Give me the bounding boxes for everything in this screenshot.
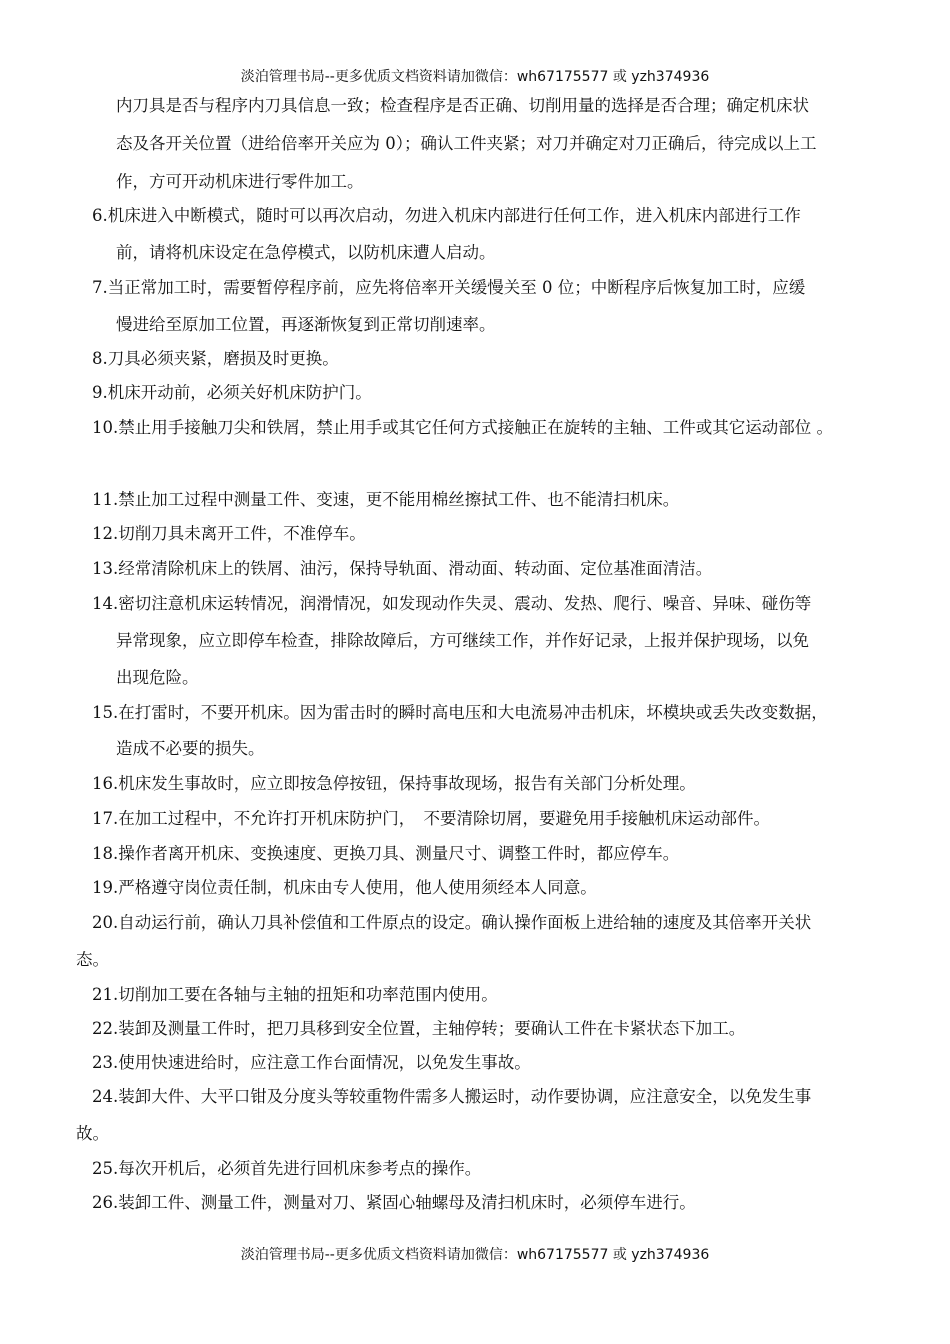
- text-line: 慢进给至原加工位置，再逐渐恢复到正常切削速率。: [116, 315, 496, 334]
- list-item: 15.在打雷时，不要开机床。因为雷击时的瞬时高电压和大电流易冲击机床，坏模块或丢失改变数据，: [92, 703, 828, 722]
- item-number: 22.: [92, 1019, 119, 1038]
- text-line: 作，方可开动机床进行零件加工。: [116, 172, 364, 191]
- list-item: 18.操作者离开机床、变换速度、更换刀具、测量尺寸、调整工件时，都应停车。: [92, 844, 680, 863]
- item-number: 10.: [92, 418, 119, 437]
- item-number: 26.: [92, 1193, 119, 1212]
- list-item: 10.禁止用手接触刀尖和铁屑，禁止用手或其它任何方式接触正在旋转的主轴、工件或其它运动部位 。: [92, 418, 833, 437]
- list-item: 20.自动运行前，确认刀具补偿值和工件原点的设定。确认操作面板上进给轴的速度及其倍率开关状: [92, 913, 812, 932]
- item-number: 8.: [92, 349, 108, 368]
- item-number: 18.: [92, 844, 119, 863]
- page-header: 淡泊管理书局--更多优质文档资料请加微信：wh67175577 或 yzh374936: [240, 69, 710, 85]
- item-number: 13.: [92, 559, 119, 578]
- item-number: 25.: [92, 1159, 119, 1178]
- item-number: 6.: [92, 206, 108, 225]
- list-item: 24.装卸大件、大平口钳及分度头等较重物件需多人搬运时，动作要协调，应注意安全，以免发生事: [92, 1087, 812, 1106]
- item-number: 9.: [92, 383, 108, 402]
- item-number: 7.: [92, 278, 108, 297]
- list-item: 14.密切注意机床运转情况，润滑情况，如发现动作失灵、震动、发热、爬行、噪音、异味、碰伤等: [92, 594, 812, 613]
- item-number: 20.: [92, 913, 119, 932]
- list-item: 11.禁止加工过程中测量工件、变速，更不能用棉丝擦拭工件、也不能清扫机床。: [92, 490, 680, 509]
- text-line: 出现危险。: [116, 668, 199, 687]
- item-number: 11.: [92, 490, 119, 509]
- list-item: 17.在加工过程中，不允许打开机床防护门， 不要清除切屑，要避免用手接触机床运动部件。: [92, 809, 770, 828]
- text-line: 造成不必要的损失。: [116, 739, 265, 758]
- list-item: 26.装卸工件、测量工件，测量对刀、紧固心轴螺母及清扫机床时，必须停车进行。: [92, 1193, 696, 1212]
- list-item: 12.切削刀具未离开工件，不准停车。: [92, 524, 366, 543]
- text-line: 内刀具是否与程序内刀具信息一致；检查程序是否正确、切削用量的选择是否合理；确定机床状: [116, 96, 809, 115]
- text-line: 态及各开关位置（进给倍率开关应为 0）；确认工件夹紧；对刀并确定对刀正确后，待完成以上工: [116, 134, 817, 153]
- text-line: 前，请将机床设定在急停模式，以防机床遭人启动。: [116, 243, 496, 262]
- item-number: 21.: [92, 985, 119, 1004]
- list-item: 7.当正常加工时，需要暂停程序前，应先将倍率开关缓慢关至 0 位；中断程序后恢复加工时，应缓: [92, 278, 806, 297]
- list-item: 22.装卸及测量工件时，把刀具移到安全位置，主轴停转；要确认工件在卡紧状态下加工。: [92, 1019, 746, 1038]
- list-item: 6.机床进入中断模式，随时可以再次启动，勿进入机床内部进行任何工作，进入机床内部进行工作: [92, 206, 801, 225]
- page-footer: 淡泊管理书局--更多优质文档资料请加微信：wh67175577 或 yzh374936: [240, 1247, 710, 1263]
- item-number: 23.: [92, 1053, 119, 1072]
- item-number: 14.: [92, 594, 119, 613]
- list-item: 19.严格遵守岗位责任制，机床由专人使用，他人使用须经本人同意。: [92, 878, 597, 897]
- item-number: 12.: [92, 524, 119, 543]
- list-item: 16.机床发生事故时，应立即按急停按钮，保持事故现场，报告有关部门分析处理。: [92, 774, 696, 793]
- list-item: 9.机床开动前，必须关好机床防护门。: [92, 383, 372, 402]
- list-item: 13.经常清除机床上的铁屑、油污，保持导轨面、滑动面、转动面、定位基准面清洁。: [92, 559, 713, 578]
- item-number: 16.: [92, 774, 119, 793]
- item-number: 17.: [92, 809, 119, 828]
- list-item: 25.每次开机后，必须首先进行回机床参考点的操作。: [92, 1159, 482, 1178]
- text-line: 故。: [76, 1124, 109, 1143]
- list-item: 23.使用快速进给时，应注意工作台面情况，以免发生事故。: [92, 1053, 531, 1072]
- item-number: 15.: [92, 703, 119, 722]
- text-line: 异常现象，应立即停车检查，排除故障后，方可继续工作，并作好记录，上报并保护现场，以免: [116, 631, 809, 650]
- list-item: 21.切削加工要在各轴与主轴的扭矩和功率范围内使用。: [92, 985, 498, 1004]
- item-number: 19.: [92, 878, 119, 897]
- list-item: 8.刀具必须夹紧，磨损及时更换。: [92, 349, 339, 368]
- item-number: 24.: [92, 1087, 119, 1106]
- text-line: 态。: [76, 950, 109, 969]
